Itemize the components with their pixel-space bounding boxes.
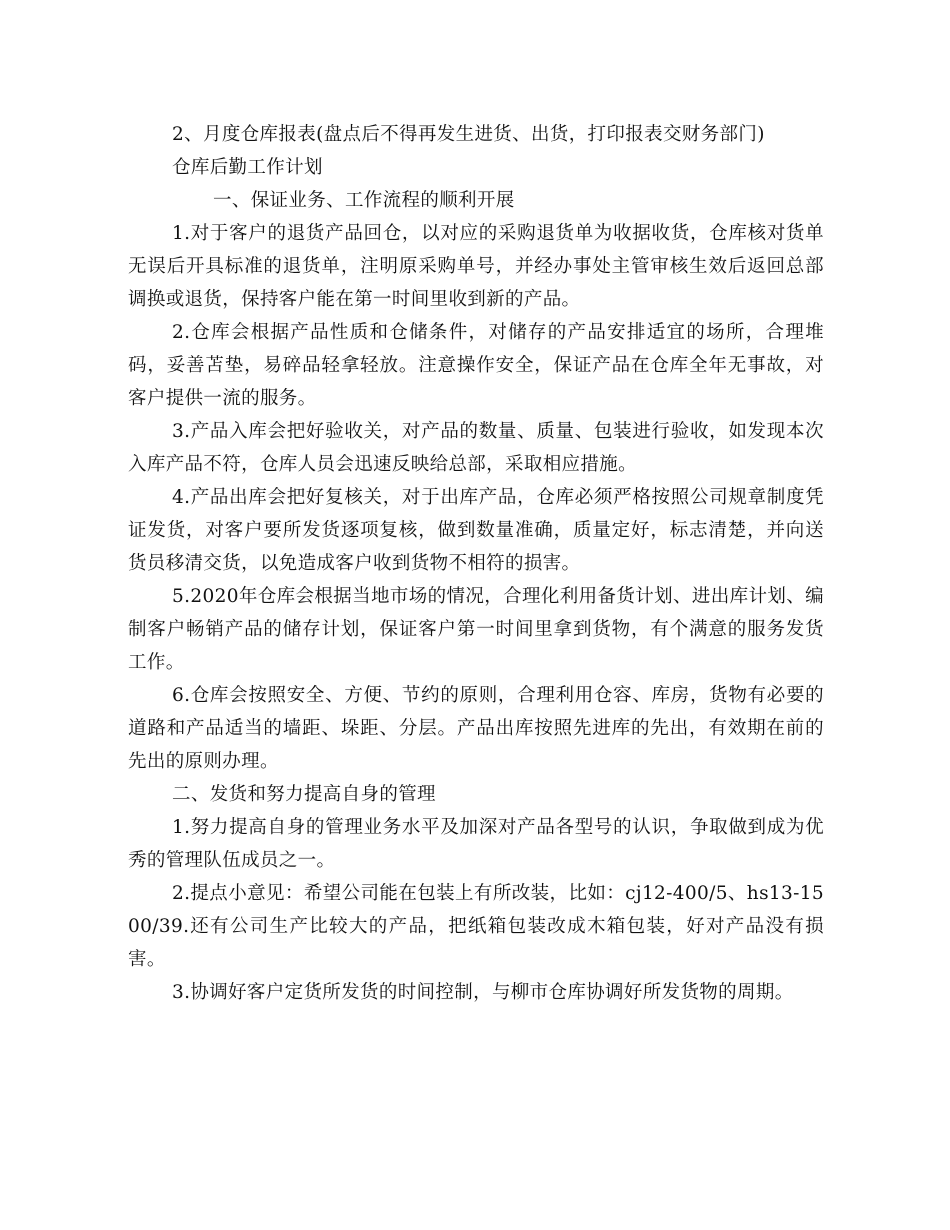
heading-section-one: 一、保证业务、工作流程的顺利开展 — [213, 190, 515, 211]
document-body — [128, 118, 824, 1009]
paragraph-item-6-principles: 6.仓库会按照安全、方便、节约的原则，合理利用仓容、库房，货物有必要的道路和产品适当的墙距、垛距、分层。产品出库按照先进库的先出，有效期在前的先出的原则办理。 — [128, 685, 824, 772]
paragraph-item-2-storage: 2.仓库会根据产品性质和仓储条件，对储存的产品安排适宜的场所，合理堆码，妥善苫垫，易碎品轻拿轻放。注意操作安全，保证产品在仓库全年无事故，对客户提供一流的服务。 — [128, 322, 824, 409]
paragraph-item-3-coordination: 3.协调好客户定货所发货的时间控制，与柳市仓库协调好所发货物的周期。 — [172, 982, 794, 1003]
paragraph-item-1-management: 1.努力提高自身的管理业务水平及加深对产品各型号的认识，争取做到成为优秀的管理队伍成员之一。 — [128, 817, 824, 871]
paragraph-monthly-report: 2、月度仓库报表(盘点后不得再发生进货、出货，打印报表交财务部门) — [172, 124, 765, 145]
heading-section-two: 二、发货和努力提高自身的管理 — [172, 784, 436, 805]
section-title-logistics-plan: 仓库后勤工作计划 — [172, 157, 323, 178]
paragraph-item-5-planning: 5.2020年仓库会根据当地市场的情况，合理化利用备货计划、进出库计划、编制客户畅销产品的储存计划，保证客户第一时间里拿到货物，有个满意的服务发货工作。 — [128, 586, 824, 673]
paragraph-item-3-inbound: 3.产品入库会把好验收关，对产品的数量、质量、包装进行验收，如发现本次入库产品不符，仓库人员会迅速反映给总部，采取相应措施。 — [128, 421, 824, 475]
paragraph-item-1-returns: 1.对于客户的退货产品回仓，以对应的采购退货单为收据收货，仓库核对货单无误后开具标准的退货单，注明原采购单号，并经办事处主管审核生效后返回总部调换或退货，保持客户能在第一时间里收到新的产品。 — [128, 223, 824, 310]
paragraph-item-2-suggestion: 2.提点小意见：希望公司能在包装上有所改装，比如：cj12-400/5、hs13-1500/39.还有公司生产比较大的产品，把纸箱包装改成木箱包装，好对产品没有损害。 — [128, 883, 824, 970]
paragraph-item-4-outbound: 4.产品出库会把好复核关，对于出库产品，仓库必须严格按照公司规章制度凭证发货，对客户要所发货逐项复核，做到数量准确，质量定好，标志清楚，并向送货员移清交货，以免造成客户收到货物不相符的损害。 — [128, 487, 824, 574]
